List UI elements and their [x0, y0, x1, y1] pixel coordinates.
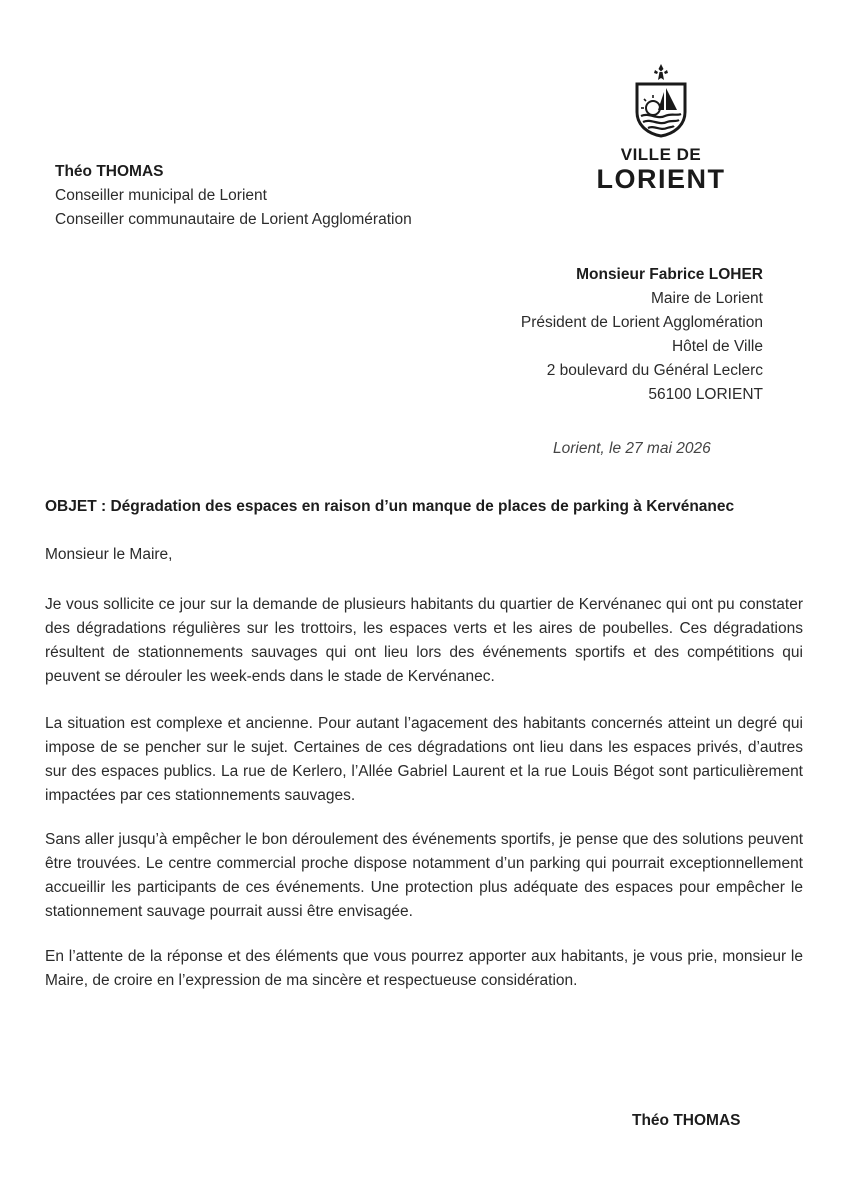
body-paragraph: Sans aller jusqu’à empêcher le bon déroulement des événements sportifs, je pense que des solutions peuvent être trouvées. Le centre commercial proche dispose notamment d’un parking qui pourrait exceptionnellement accueillir les participants de ces événements. Une protection plus adéquate des espaces pour empêcher le stationnement sauvage pourrait aussi être envisagée. [45, 831, 803, 920]
sender-title-municipal: Conseiller municipal de Lorient [55, 187, 267, 204]
sender-name: Théo THOMAS [55, 163, 164, 180]
signature-name: Théo THOMAS [632, 1112, 741, 1129]
recipient-line: Président de Lorient Agglomération [520, 314, 763, 331]
recipient-line: Hôtel de Ville [671, 338, 763, 355]
recipient-line: 2 boulevard du Général Leclerc [546, 362, 763, 379]
letter-date: Lorient, le 27 mai 2026 [553, 440, 711, 457]
body-paragraph: En l’attente de la réponse et des éléments que vous pourrez apporter aux habitants, je vous prie, monsieur le Maire, de croire en l’expression de ma sincère et respectueuse considération. [45, 948, 803, 989]
recipient-line: 56100 LORIENT [648, 386, 763, 403]
letter-subject: OBJET : Dégradation des espaces en raison d’un manque de places de parking à Kervénanec [45, 498, 735, 515]
recipient-name: Monsieur Fabrice LOHER [576, 266, 763, 283]
recipient-line: Maire de Lorient [650, 290, 763, 307]
city-crest-icon [631, 62, 691, 138]
sender-title-community: Conseiller communautaire de Lorient Agglomération [55, 211, 412, 228]
logo-line-lorient: LORIENT [596, 164, 726, 194]
recipient-block [521, 263, 763, 407]
body-paragraph: Je vous sollicite ce jour sur la demande de plusieurs habitants du quartier de Kervénanec qui ont pu constater des dégradations régulières sur les trottoirs, les espaces verts et les aires de poubelles. Ces dégradations résultent de stationnements sauvages qui ont lieu lors des événements sportifs et des compétitions qui peuvent se dérouler les week-ends dans le stade de Kervénanec. [45, 596, 803, 685]
logo-line-ville-de: VILLE DE [620, 145, 702, 164]
body-paragraph: La situation est complexe et ancienne. Pour autant l’agacement des habitants concernés atteint un degré qui impose de se pencher sur le sujet. Certaines de ces dégradations ont lieu dans les espaces privés, d’autres sur des espaces publics. La rue de Kerlero, l’Allée Gabriel Laurent et la rue Louis Bégot sont particulièrement impactées par ces stationnements sauvages. [45, 715, 803, 804]
sender-block [55, 160, 412, 232]
city-logo [588, 62, 734, 194]
letter-greeting: Monsieur le Maire, [45, 546, 173, 563]
